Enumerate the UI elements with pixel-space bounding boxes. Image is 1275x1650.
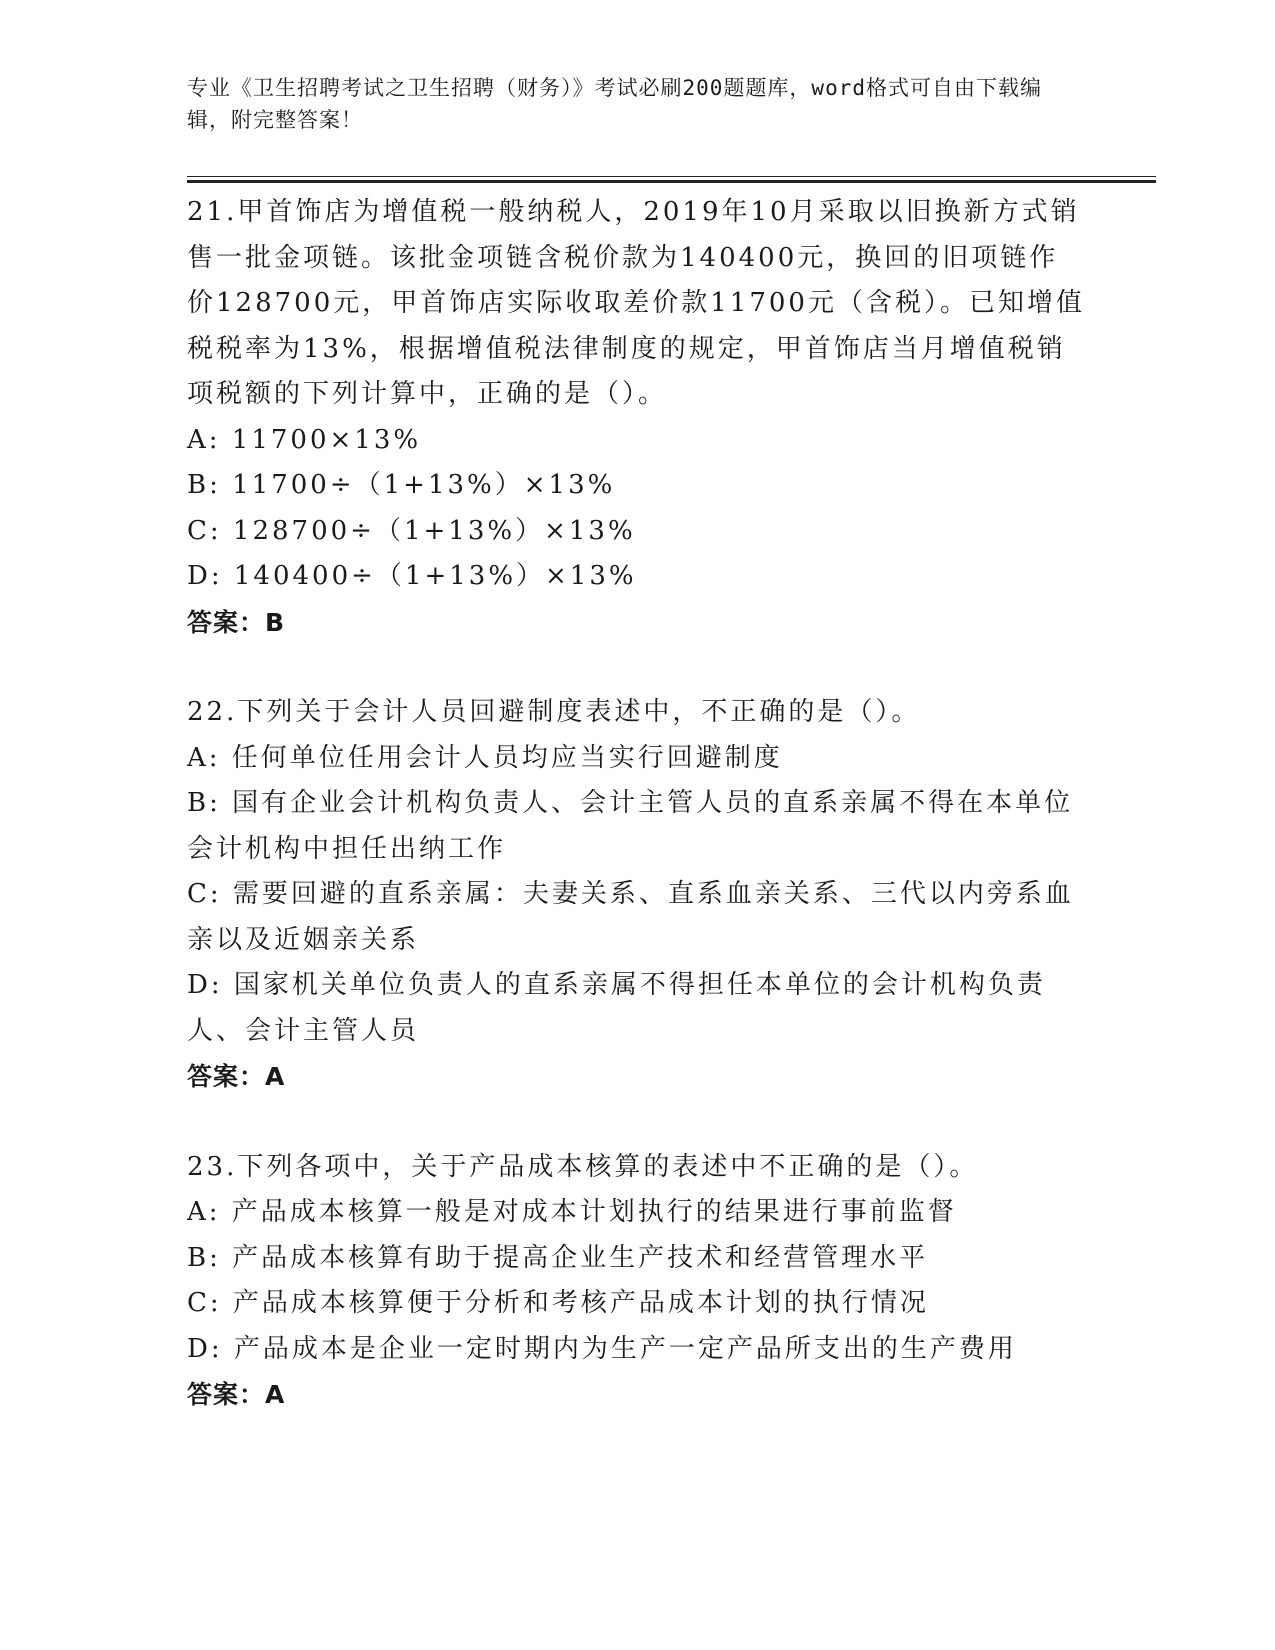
answer: 答案：B — [187, 607, 286, 637]
option-b: B: 国有企业会计机构负责人、会计主管人员的直系亲属不得在本单位会计机构中担任出纳工作 — [187, 788, 1074, 864]
header-rule-thin — [187, 176, 1156, 177]
option-d: D: 国家机关单位负责人的直系亲属不得担任本单位的会计机构负责人、会计主管人员 — [187, 970, 1046, 1046]
option-c: C: 产品成本核算便于分析和考核产品成本计划的执行情况 — [187, 1288, 929, 1318]
option-b: B: 11700÷（1+13%）×13% — [187, 470, 616, 500]
option-b: B: 产品成本核算有助于提高企业生产技术和经营管理水平 — [187, 1242, 929, 1273]
option-c: C: 需要回避的直系亲属：夫妻关系、直系血亲关系、三代以内旁系血亲以及近姻亲关系 — [187, 879, 1074, 955]
question-stem: 22.下列关于会计人员回避制度表述中，不正确的是（）。 — [187, 697, 921, 727]
document-header: 专业《卫生招聘考试之卫生招聘（财务）》考试必刷200题题库，word格式可自由下载编辑，附完整答案！ — [187, 76, 1042, 132]
option-d: D: 产品成本是企业一定时期内为生产一定产品所支出的生产费用 — [187, 1333, 1017, 1364]
question-stem: 21.甲首饰店为增值税一般纳税人，2019年10月采取以旧换新方式销售一批金项链。该批金项链含税价款为140400元，换回的旧项链作价128700元，甲首饰店实际收取差价款11700元（含税）。已知增值税税率为13%，根据增值税法律制度的规定，甲首饰店当月增值税销项税额的下列计算中，正确的是（）。 — [187, 197, 1085, 409]
question-22 — [187, 690, 1087, 1100]
question-23 — [187, 1145, 1087, 1418]
option-a: A: 产品成本核算一般是对成本计划执行的结果进行事前监督 — [187, 1197, 957, 1227]
header-rule-thick — [187, 180, 1156, 183]
option-a: A: 任何单位任用会计人员均应当实行回避制度 — [187, 742, 783, 773]
answer: 答案：A — [187, 1380, 286, 1409]
question-21 — [187, 190, 1087, 645]
option-c: C: 128700÷（1+13%）×13% — [187, 515, 636, 546]
option-a: A: 11700×13% — [187, 424, 422, 455]
answer: 答案：A — [187, 1062, 286, 1091]
question-list — [187, 190, 1087, 1463]
option-d: D: 140400÷（1+13%）×13% — [187, 561, 637, 591]
question-stem: 23.下列各项中，关于产品成本核算的表述中不正确的是（）。 — [187, 1151, 979, 1182]
